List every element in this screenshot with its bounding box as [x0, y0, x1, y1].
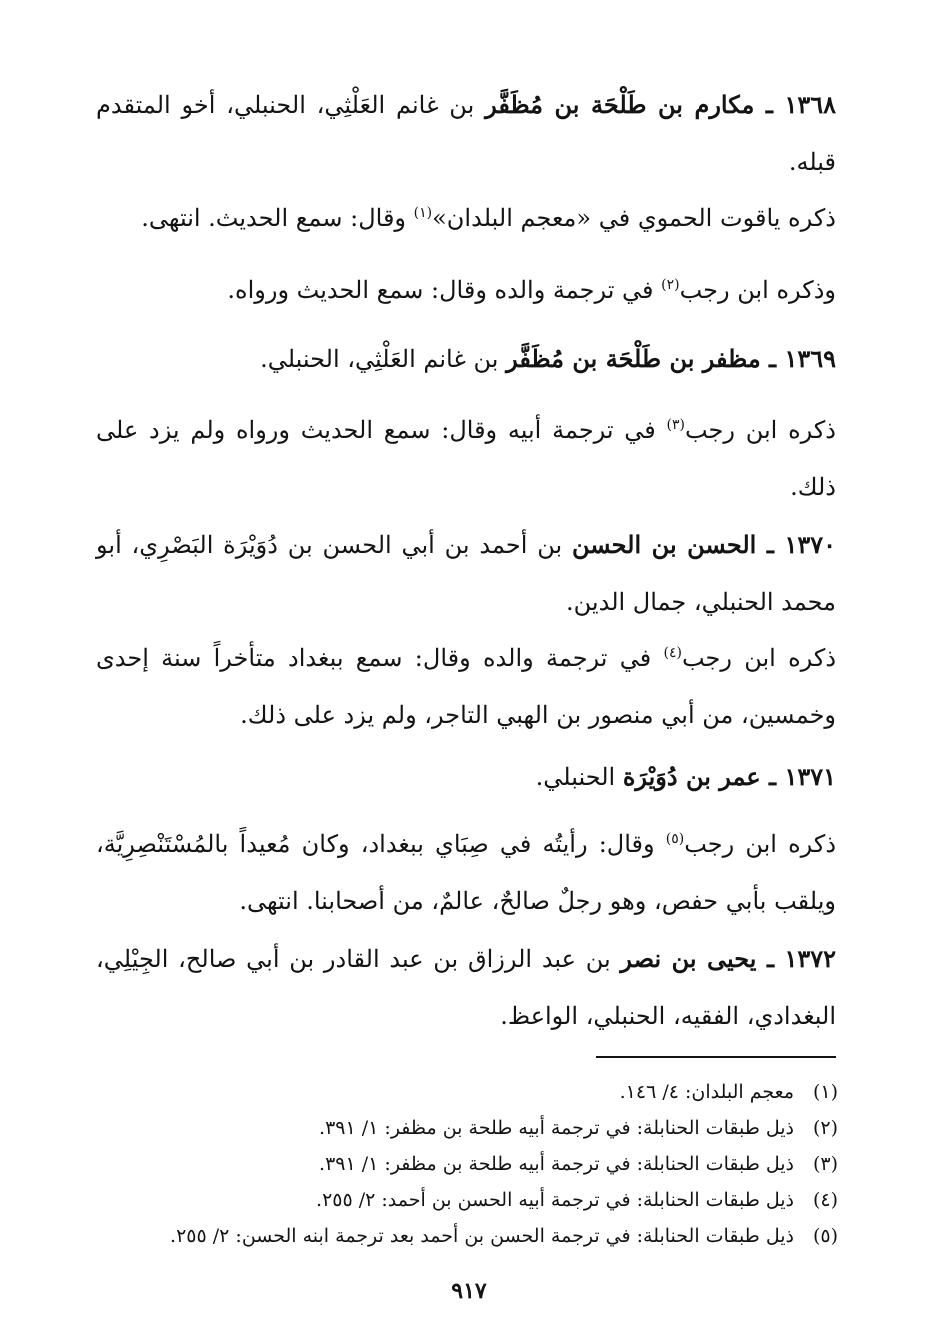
- entry-number: ١٣٦٨: [784, 90, 836, 119]
- entry-name: مظفر بن طَلْحَة بن مُظَفَّر: [506, 344, 761, 373]
- footnote-ref: (٣): [666, 417, 685, 433]
- page-number: ٩١٧: [451, 1278, 487, 1304]
- entry-number: ١٣٦٩: [784, 344, 836, 373]
- paragraph-text: وقال: سمع الحديث. انتهى.: [141, 204, 414, 232]
- entry-name: يحيى بن نصر: [620, 944, 757, 973]
- entry-1368-paragraph-1: [96, 190, 836, 247]
- entry-1371-paragraph-1: [96, 816, 836, 930]
- footnote-2: [118, 1110, 838, 1146]
- footnote-3: [118, 1146, 838, 1182]
- footnote-text: ذيل طبقات الحنابلة: في ترجمة أبيه الحسن بن أحمد: ٢/ ٢٥٥.: [316, 1189, 794, 1211]
- paragraph-text: وقال: رأيتُه في صِبَاي ببغداد، وكان مُعيداً بالمُسْتَنْصِرِيَّة، ويلقب بأبي حفص، وهو رجلٌ صالحٌ، عالمٌ، من أصحابنا. انتهى.: [96, 830, 836, 915]
- entry-description: بن غانم العَلْثِي، الحنبلي، أخو المتقدم قبله.: [96, 91, 836, 176]
- entry-1370-paragraph-1: [96, 630, 836, 744]
- footnote-number: (٥): [812, 1225, 838, 1247]
- footnote-ref: (٥): [665, 831, 685, 847]
- entry-1368-paragraph-2: [96, 262, 836, 319]
- paragraph-text: وذكره ابن رجب: [679, 276, 836, 304]
- footnote-number: (٢): [812, 1117, 838, 1139]
- entry-name: الحسن بن الحسن: [571, 530, 757, 559]
- entry-1369-heading: [96, 330, 836, 388]
- entry-number: ١٣٧٠: [784, 530, 837, 559]
- footnote-number: (٤): [812, 1189, 838, 1211]
- paragraph-text: ذكره ابن رجب: [684, 416, 836, 444]
- paragraph-text: ذكره ابن رجب: [684, 830, 837, 858]
- paragraph-text: في ترجمة أبيه وقال: سمع الحديث ورواه ولم يزد على ذلك.: [96, 416, 836, 501]
- footnote-ref: (١): [413, 205, 433, 221]
- paragraph-text: ذكره ياقوت الحموي في «معجم البلدان»: [432, 204, 836, 232]
- paragraph-text: في ترجمة والده وقال: سمع الحديث ورواه.: [227, 276, 662, 304]
- entry-1372-heading: [96, 930, 836, 1045]
- entry-description: بن أحمد بن أبي الحسن بن دُوَيْرَة البَصْرِي، أبو محمد الحنبلي، جمال الدين.: [96, 531, 836, 616]
- entry-number: ١٣٧١: [784, 762, 836, 791]
- footnote-ref: (٤): [663, 645, 682, 661]
- entry-1370-heading: [96, 516, 836, 631]
- entry-dash: ـ: [756, 944, 785, 973]
- footnote-text: معجم البلدان: ٤/ ١٤٦.: [619, 1081, 794, 1103]
- entry-1369-paragraph-1: [96, 402, 836, 516]
- paragraph-text: ذكره ابن رجب: [681, 644, 837, 672]
- footnote-text: ذيل طبقات الحنابلة: في ترجمة أبيه طلحة بن مظفر: ١/ ٣٩١.: [319, 1117, 794, 1139]
- footnote-separator: [596, 1056, 836, 1058]
- footnote-5: [118, 1218, 838, 1254]
- footnote-number: (٣): [812, 1153, 838, 1175]
- footnote-ref: (٢): [661, 277, 680, 293]
- footnote-number: (١): [812, 1081, 838, 1103]
- entry-name: عمر بن دُوَيْرَة: [622, 762, 761, 791]
- entry-description: بن غانم العَلْثِي، الحنبلي.: [260, 345, 507, 373]
- entry-name: مكارم بن طَلْحَة بن مُظَفَّر: [485, 90, 755, 119]
- entry-description: بن عبد الرزاق بن عبد القادر بن أبي صالح، الجِيْلِي، البغدادي، الفقيه، الحنبلي، الواعظ.: [96, 945, 836, 1030]
- entry-dash: ـ: [760, 344, 785, 373]
- footnote-text: ذيل طبقات الحنابلة: في ترجمة الحسن بن أحمد بعد ترجمة ابنه الحسن: ٢/ ٢٥٥.: [170, 1225, 794, 1247]
- footnote-4: [118, 1182, 838, 1218]
- entry-dash: ـ: [760, 762, 785, 791]
- entry-dash: ـ: [756, 530, 785, 559]
- entry-1368-heading: [96, 76, 836, 191]
- footnotes: [118, 1074, 838, 1254]
- entry-number: ١٣٧٢: [784, 944, 837, 973]
- entry-dash: ـ: [754, 90, 785, 119]
- entry-1371-heading: [96, 748, 836, 806]
- paragraph-text: في ترجمة والده وقال: سمع ببغداد متأخراً سنة إحدى وخمسين، من أبي منصور بن الهبي التاجر، ولم يزد على ذلك.: [96, 644, 836, 729]
- footnote-text: ذيل طبقات الحنابلة: في ترجمة أبيه طلحة بن مظفر: ١/ ٣٩١.: [319, 1153, 794, 1175]
- entry-description: الحنبلي.: [535, 763, 623, 791]
- footnote-1: [118, 1074, 838, 1110]
